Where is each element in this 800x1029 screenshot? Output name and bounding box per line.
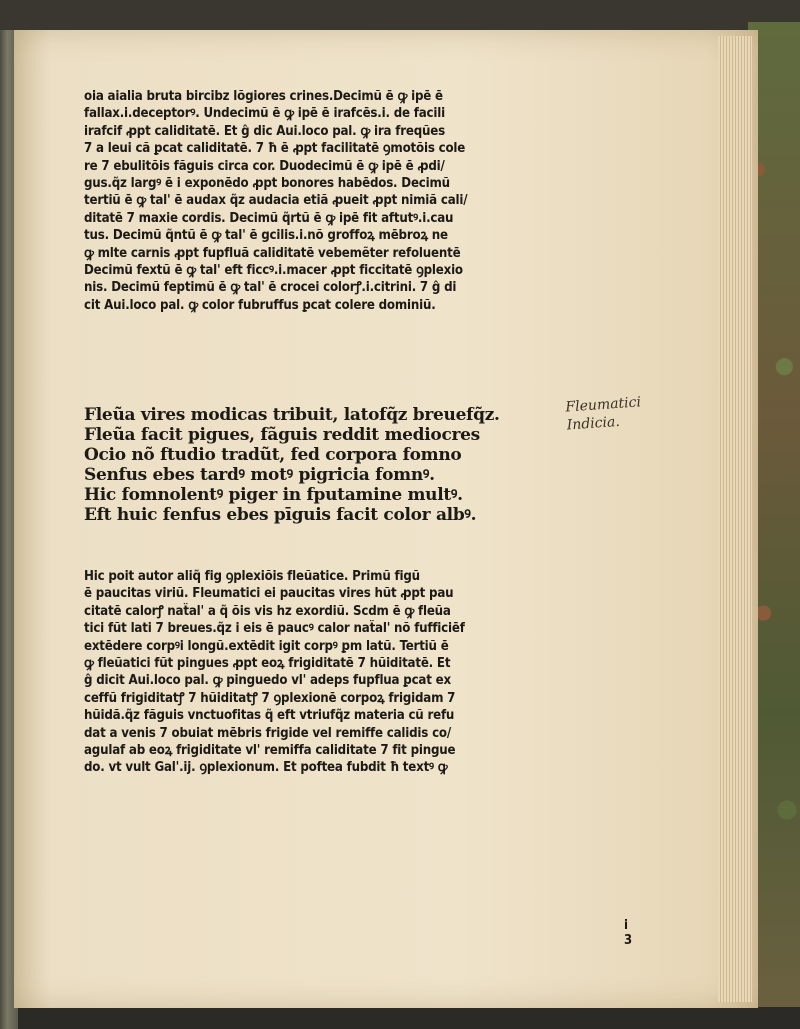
- margin-note-line: Indicia.: [566, 413, 621, 434]
- text-line: gus.q̃z largꝰ ē i exponēdo ꝓpt bonores habēdos. Decimũ: [84, 176, 450, 192]
- verse-line: Ocio nõ ftudio tradũt, fed corpora fomno: [84, 445, 462, 465]
- text-line: tertiũ ē ꝙ tal' ē audax q̃z audacia etiã ꝓueit ꝓpt nimiã cali/: [84, 193, 468, 209]
- signature-mark: i 3: [624, 918, 633, 948]
- text-line: oia aialia bruta bircibz lõgiores crines.Decimũ ē ꝙ ipē ē: [84, 89, 443, 104]
- text-line: Hic poit autor aliq̃ fig ꝯplexiõis fleũatice. Primũ figũ: [84, 569, 420, 584]
- text-line: ꝙ fleũatici fũt pingues ꝓpt eoꝝ frigiditatē 7 hũiditatē. Et: [84, 656, 451, 672]
- text-line: 7 a leui cã ꝑcat caliditatē. 7 ħ ē ꝓpt facilitatē ꝯmotõis cole: [84, 141, 466, 157]
- text-line: extēdere corpꝰi longũ.extēdit igit corpꝰ ꝑm latũ. Tertiũ ē: [84, 638, 449, 654]
- text-line: ē paucitas viriũ. Fleumatici ei paucitas vires hũt ꝓpt pau: [84, 586, 454, 602]
- verse-block: [84, 405, 574, 525]
- verse-line: Hic fomnolentꝰ piger in fputamine multꝰ.: [84, 485, 463, 505]
- text-line: ꝙ mlte carnis ꝓpt fupfluã caliditatē vebemẽter refoluentē: [84, 245, 461, 261]
- text-line: Decimũ fextũ ē ꝙ tal' eft ficcꝰ.i.macer ꝓpt ficcitatē ꝯplexio: [84, 263, 463, 279]
- text-line: agulaf ab eoꝝ frigiditate vl' remiffa caliditate 7 fit pingue: [84, 743, 456, 759]
- commentary-bottom: [84, 568, 574, 777]
- margin-note-line: Fleumatici: [564, 394, 642, 416]
- verse-line: Fleũa vires modicas tribuit, latofq̃z breuefq̃z.: [84, 405, 500, 425]
- text-line: irafcif ꝓpt caliditatē. Et ĝ dic Aui.loco pal. ꝙ ira freqũes: [84, 123, 445, 139]
- text-line: hũidã.q̃z fãguis vnctuofitas q̃ eft vtriufq̃z materia cũ refu: [84, 708, 455, 724]
- verse-line: Senfus ebes tardꝰ motꝰ pigricia fomnꝰ.: [84, 465, 435, 485]
- text-line: ĝ dicit Aui.loco pal. ꝙ pinguedo vl' adeps fupflua ꝑcat ex: [84, 673, 451, 689]
- text-line: tici fũt lati 7 breues.q̃z i eis ē paucꝰ calor naẗal' nõ fufficiēf: [84, 621, 465, 637]
- text-line: dat a venis 7 obuiat mēbris frigide vel remiffe calidis co/: [84, 725, 451, 741]
- verse-line: Fleũa facit pigues, fãguis reddit mediocres: [84, 425, 480, 445]
- text-line: do. vt vult Gal'.ij. ꝯplexionum. Et poftea fubdit ħ textꝰ ꝙ: [84, 760, 448, 776]
- verse-line: Eft huic fenfus ebes pīguis facit color albꝰ.: [84, 505, 477, 525]
- commentary-top: [84, 88, 574, 314]
- text-line: ditatē 7 maxie cordis. Decimũ q̃rtũ ē ꝙ ipē fit aftutꝰ.i.cau: [84, 210, 454, 226]
- text-line: nis. Decimũ feptimũ ē ꝙ tal' ē crocei colorꝭ.i.citrini. 7 ĝ di: [84, 280, 457, 296]
- text-line: tus. Decimũ q̃ntũ ē ꝙ tal' ē gcilis.i.nõ groffoꝝ mēbroꝝ ne: [84, 228, 448, 244]
- text-line: citatē calorꝭ naẗal' a q̃ õis vis hz exordiũ. Scdm ē ꝙ fleũa: [84, 603, 451, 619]
- text-line: re 7 ebulitõis fãguis circa cor. Duodecimũ ē ꝙ ipē ē ꝓdi/: [84, 158, 445, 174]
- page-edges: [718, 36, 752, 1002]
- text-line: ceffũ frigiditatꝭ 7 hũiditatꝭ 7 ꝯplexionē corpoꝝ frigidam 7: [84, 690, 456, 706]
- text-line: cit Aui.loco pal. ꝙ color fubruffus ꝑcat colere dominiũ.: [84, 297, 436, 313]
- text-line: fallax.i.deceptorꝰ. Undecimũ ē ꝙ ipē ē irafcēs.i. de facili: [84, 106, 445, 122]
